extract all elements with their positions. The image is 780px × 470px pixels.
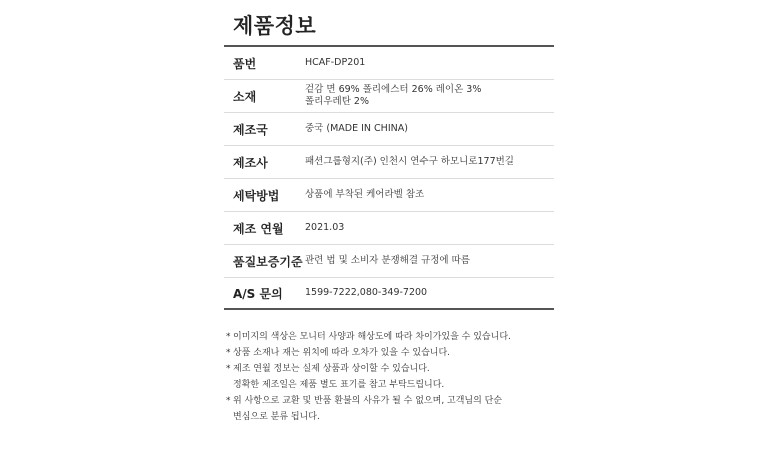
row-value: 패션그룹형지(주) 인천시 연수구 하모니로177번길 <box>305 156 514 167</box>
notice-text: 제조 연월 정보는 실제 상품과 상이할 수 있습니다. 정확한 제조일은 제품 별도 표기를 참고 부탁드립니다. <box>233 364 445 390</box>
notice-item <box>226 393 606 425</box>
table-row-manufacturer <box>224 146 554 179</box>
table-row-as-contact <box>224 278 554 308</box>
table-row-material <box>224 80 554 113</box>
notice-text: 이미지의 색상은 모니터 사양과 해상도에 따라 차이가있을 수 있습니다. <box>233 332 511 342</box>
row-value: 2021.03 <box>305 222 345 233</box>
row-label: 제조 연월 <box>233 221 284 236</box>
asterisk-marker: * <box>226 348 231 358</box>
notice-item <box>226 329 606 345</box>
row-label: A/S 문의 <box>233 286 283 301</box>
row-label: 세탁방법 <box>233 188 280 203</box>
row-value: 1599-7222,080-349-7200 <box>305 287 428 298</box>
row-label: 제조사 <box>233 155 268 170</box>
page-title: 제품정보 <box>233 14 317 38</box>
row-label: 제조국 <box>233 122 268 137</box>
row-label: 품번 <box>233 56 257 71</box>
notice-text: 상품 소재나 재는 위치에 따라 오차가 있을 수 있습니다. <box>233 348 451 358</box>
table-row-quality-standard <box>224 245 554 278</box>
table-row-item-number <box>224 47 554 80</box>
row-label: 품질보증기준 <box>233 254 303 269</box>
row-value: 중국 (MADE IN CHINA) <box>305 123 408 134</box>
row-value: HCAF-DP201 <box>305 57 366 68</box>
row-value: 관련 법 및 소비자 분쟁해결 규정에 따름 <box>305 255 470 266</box>
asterisk-marker: * <box>226 396 231 406</box>
table-row-country <box>224 113 554 146</box>
table-row-manufacture-date <box>224 212 554 245</box>
asterisk-marker: * <box>226 332 231 342</box>
table-row-washing <box>224 179 554 212</box>
product-info-table <box>224 45 554 310</box>
asterisk-marker: * <box>226 364 231 374</box>
notice-list <box>226 329 606 425</box>
row-value: 상품에 부착된 케어라벨 참조 <box>305 189 425 200</box>
row-value: 겉감 면 69% 폴리에스터 26% 레이온 3% 폴리우레탄 2% <box>305 84 482 107</box>
notice-item <box>226 345 606 361</box>
notice-item <box>226 361 606 393</box>
notice-text: 위 사항으로 교환 및 반품 환불의 사유가 될 수 없으며, 고객님의 단순 변심으로 분류 됩니다. <box>233 396 503 422</box>
row-label: 소재 <box>233 89 257 104</box>
